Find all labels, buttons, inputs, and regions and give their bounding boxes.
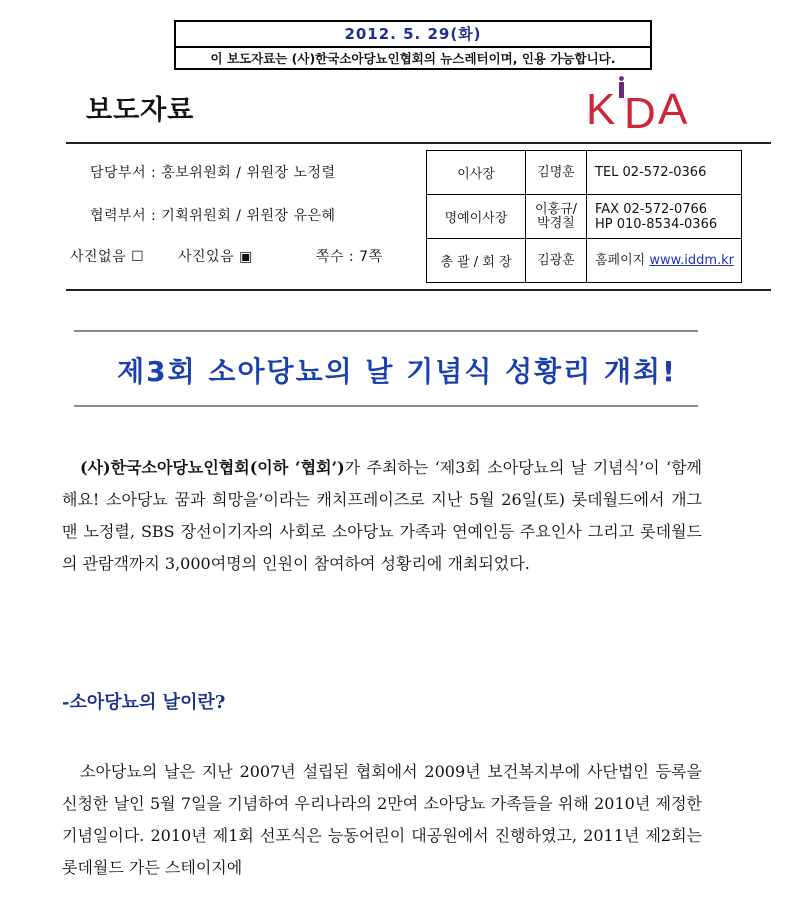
- kida-logo: [586, 76, 700, 132]
- association-name: (사)한국소아당뇨인협회(이하 ‘협회’): [80, 458, 345, 477]
- section-heading: -소아당뇨의 날이란?: [62, 692, 226, 713]
- headline-rule-top: [74, 330, 698, 332]
- headline: 제3회 소아당뇨의 날 기념식 성황리 개최!: [117, 355, 677, 388]
- contact-cell: [587, 239, 742, 283]
- press-release-title: 보도자료: [86, 95, 195, 126]
- cooperating-department: 협력부서 : 기획위원회 / 위원장 유은혜: [90, 208, 336, 224]
- table-row: [427, 239, 742, 283]
- name-cell: 김명훈: [526, 151, 587, 195]
- table-row: [427, 195, 742, 239]
- headline-rule-bottom: [74, 405, 698, 407]
- homepage-link[interactable]: www.iddm.kr: [649, 253, 734, 268]
- photo-yes-checkbox: ▣: [239, 249, 253, 265]
- photo-none-label: 사진없음: [70, 249, 127, 265]
- logo-letter-i-dot: [619, 76, 624, 81]
- logo-letter-k: K: [586, 85, 616, 132]
- header-divider-top: [66, 142, 771, 144]
- date-notice-box: [174, 20, 652, 70]
- body-paragraph-1: [62, 452, 702, 580]
- logo-letter-a: A: [658, 85, 688, 132]
- photo-none-checkbox: ☐: [131, 249, 145, 265]
- page-count: 쪽수 : 7쪽: [316, 249, 383, 265]
- name-cell: 김광훈: [526, 239, 587, 283]
- homepage-label: 홈페이지: [595, 253, 646, 268]
- logo-letter-d: D: [624, 89, 656, 132]
- citation-notice: 이 보도자료는 (사)한국소아당뇨인협회의 뉴스레터이며, 인용 가능합니다.: [210, 51, 616, 66]
- photo-none: [70, 246, 144, 266]
- mobile-number: HP 010-8534-0366: [595, 216, 718, 232]
- release-date: 2012. 5. 29(화): [176, 22, 650, 48]
- paragraph-text: 소아당뇨의 날은 지난 2007년 설립된 협회에서 2009년 보건복지부에 사단법인 등록을 신청한 날인 5월 7일을 기념하여 우리나라의 2만여 소아당뇨 가족들을 위해 2010년 제정한 기념일이다. 2010년 제1회 선포식은 능동어린이 대공원에서 진행하였고, 2011년 제2회는 롯데월드 가든 스테이지에: [62, 762, 702, 877]
- photo-yes-label: 사진있음: [178, 249, 235, 265]
- table-row: [427, 151, 742, 195]
- contact-cell: [587, 195, 742, 239]
- header-divider-bottom: [66, 289, 771, 291]
- role-cell: 이사장: [427, 151, 526, 195]
- role-cell: 총 괄 / 회 장: [427, 239, 526, 283]
- role-cell: 명예이사장: [427, 195, 526, 239]
- contact-table: [426, 150, 742, 283]
- name-cell: [526, 195, 587, 239]
- contact-cell: TEL 02-572-0366: [587, 151, 742, 195]
- fax-number: FAX 02-572-0766: [595, 201, 708, 217]
- photo-yes: [178, 246, 253, 266]
- name-line: 이홍규/: [534, 201, 578, 217]
- name-line: 박경칠: [537, 215, 575, 231]
- main-department: 담당부서 : 홍보위원회 / 위원장 노정렬: [90, 165, 336, 181]
- body-paragraph-2: [62, 756, 702, 884]
- paragraph-text: 가 주최하는 ‘제3회 소아당뇨의 날 기념식’이 ‘함께해요! 소아당뇨 꿈과 희망을’이라는 캐치프레이즈로 지난 5월 26일(토) 롯데월드에서 개그맨 노정렬, SBS 장선이기자의 사회로 소아당뇨 가족과 연예인등 주요인사 그리고 롯데월드의 관람객까지 3,000여명의 인원이 참여하여 성황리에 개최되었다.: [62, 458, 702, 573]
